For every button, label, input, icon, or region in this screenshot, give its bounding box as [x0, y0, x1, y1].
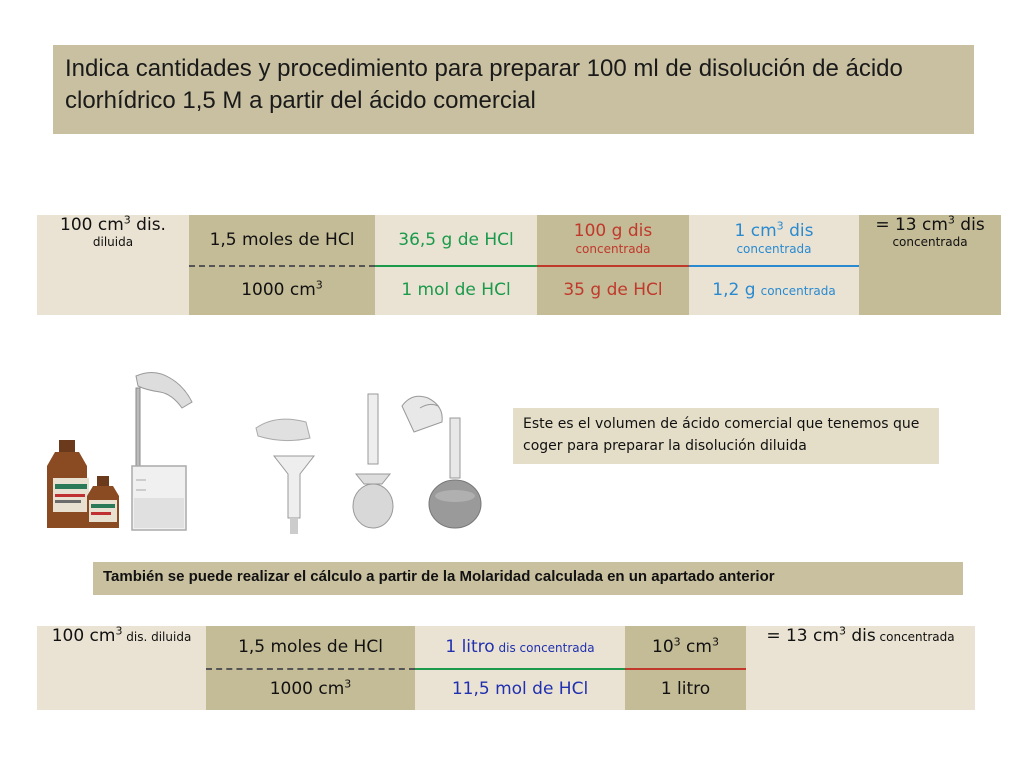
conversion-calc-2: [37, 626, 975, 710]
calc1-volume: 100 $cm^3$ dis.: [60, 213, 166, 235]
calc1-volume-cell: [37, 215, 189, 315]
calc2-f1-numerator: 1,5 moles de HCl: [238, 637, 383, 657]
calc1-volume-sub: diluida: [92, 235, 134, 249]
calc2-volume: 100 $cm^3$ dis. diluida: [51, 624, 192, 646]
calc2-factor-units: [625, 626, 746, 710]
calc1-f3-denominator: 35 g de HCl: [563, 280, 663, 300]
calc2-f2-numerator: 1 litro dis concentrada: [445, 637, 595, 657]
conversion-calc-1: [37, 215, 1001, 315]
calc1-factor-purity: [537, 215, 689, 315]
calc2-result-cell: [746, 626, 975, 710]
calc2-factor-molarity: [415, 626, 625, 710]
calc2-volume-cell: [37, 626, 206, 710]
calc1-f4-denominator: 1,2 g concentrada: [712, 280, 836, 300]
calc1-result-cell: [859, 215, 1001, 315]
calc1-f2-denominator: 1 mol de HCl: [401, 280, 511, 300]
calc2-f2-denominator: 11,5 mol de HCl: [451, 679, 589, 699]
calc1-f3-numerator: 100 g dis concentrada: [573, 221, 653, 256]
molarity-banner: También se puede realizar el cálculo a partir de la Molaridad calculada en un apartado anterior: [93, 562, 963, 595]
calc2-result: = 13 $cm^3$ dis concentrada: [766, 624, 955, 646]
calc1-result-sub: concentrada: [892, 235, 968, 249]
calc1-factor-mass: [375, 215, 537, 315]
calc2-f3-denominator: 1 litro: [660, 679, 711, 699]
calc1-f2-numerator: 36,5 g de HCl: [398, 230, 514, 250]
calc1-result: = 13 $cm^3$ dis: [875, 213, 985, 235]
calc1-factor-density: [689, 215, 859, 315]
volume-note: Este es el volumen de ácido comercial que tenemos que coger para preparar la disolución diluida: [513, 408, 939, 464]
volumetric-flasks-illustration: [252, 388, 502, 536]
calc2-f1-denominator: 1000 $cm^3$: [269, 677, 352, 699]
pipette-beaker-illustration: [122, 370, 197, 535]
calc1-factor-moles: [189, 215, 375, 315]
calc1-f1-numerator: 1,5 moles de HCl: [209, 230, 355, 250]
calc2-f3-numerator: $10^3$ $cm^3$: [652, 635, 719, 657]
calc1-f1-denominator: 1000 $cm^3$: [241, 278, 323, 300]
calc1-f4-numerator: 1 $cm^3$ dis concentrada: [734, 219, 814, 256]
slide-title: Indica cantidades y procedimiento para preparar 100 ml de disolución de ácido clorhídrico 1,5 M a partir del ácido comercial: [53, 45, 974, 134]
calc2-factor-moles: [206, 626, 415, 710]
